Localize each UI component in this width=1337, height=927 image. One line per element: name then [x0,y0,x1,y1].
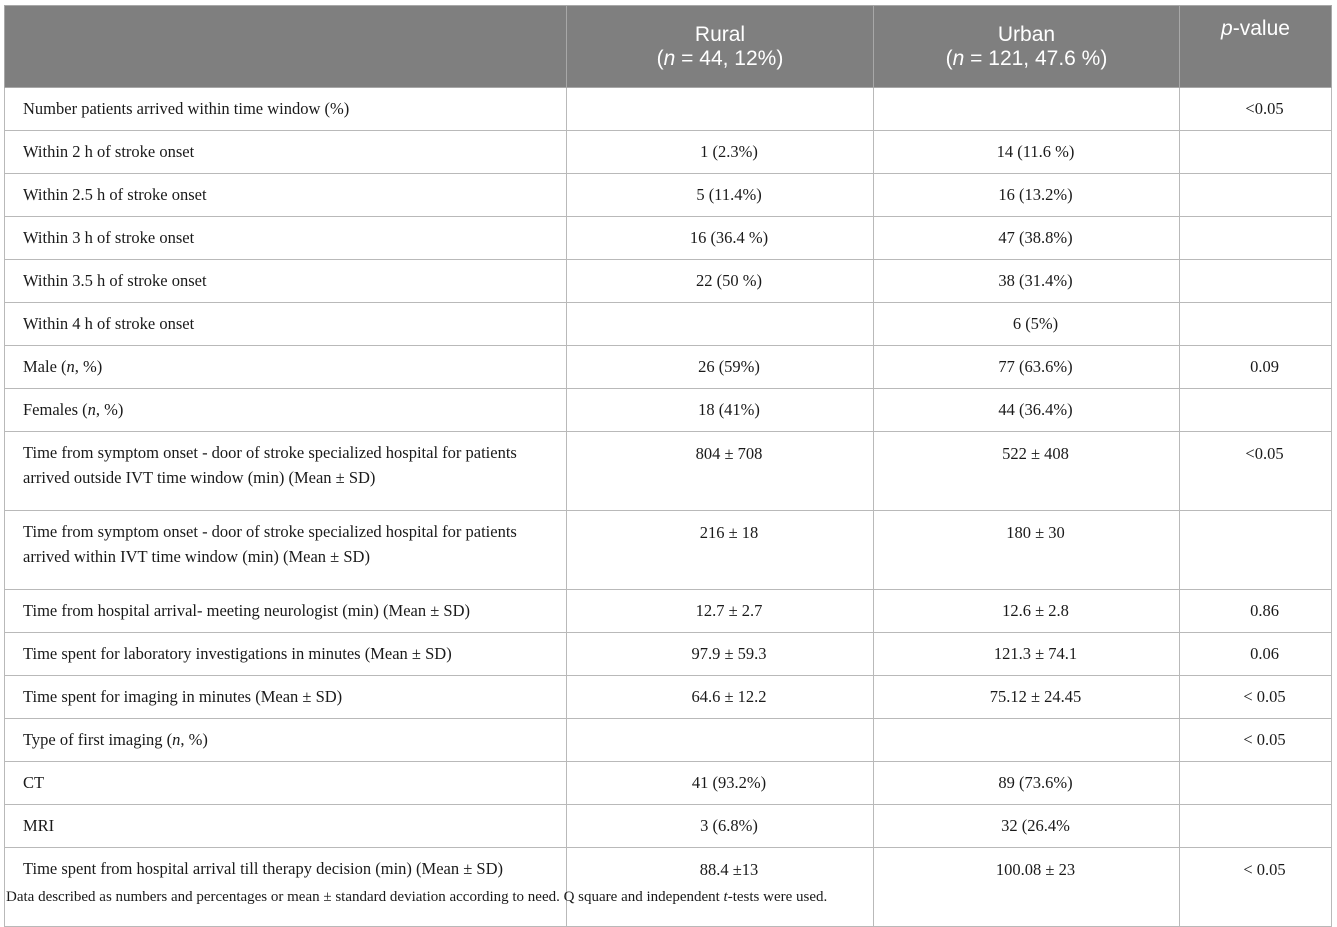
row-label: Within 2.5 h of stroke onset [5,174,567,217]
row-label: Time spent for laboratory investigations in minutes (Mean ± SD) [5,633,567,676]
urban-value: 14 (11.6 %) [874,131,1180,174]
p-value [1180,511,1332,590]
rural-value: 3 (6.8%) [567,805,874,848]
header-pvalue [1180,6,1332,88]
table-row [5,346,1332,389]
urban-value: 38 (31.4%) [874,260,1180,303]
rural-value: 97.9 ± 59.3 [567,633,874,676]
urban-value: 100.08 ± 23 [874,848,1180,927]
row-label: Within 3 h of stroke onset [5,217,567,260]
p-value [1180,260,1332,303]
urban-value [874,88,1180,131]
urban-value: 89 (73.6%) [874,762,1180,805]
row-label-text: Type of first imaging ( [23,730,173,749]
row-label-suffix: , %) [74,357,103,376]
p-value: < 0.05 [1180,719,1332,762]
p-value: <0.05 [1180,432,1332,511]
p-value: < 0.05 [1180,848,1332,927]
header-urban: Urban (n = 121, 47.6 %) [874,6,1180,88]
table-row [5,131,1332,174]
urban-value: 77 (63.6%) [874,346,1180,389]
row-label-text: Male ( [23,357,67,376]
row-label-text: Females ( [23,400,88,419]
rural-value: 216 ± 18 [567,511,874,590]
row-label: Within 4 h of stroke onset [5,303,567,346]
rural-value [567,88,874,131]
urban-value: 75.12 ± 24.45 [874,676,1180,719]
urban-value: 16 (13.2%) [874,174,1180,217]
row-label: Time from hospital arrival- meeting neurologist (min) (Mean ± SD) [5,590,567,633]
rural-value: 26 (59%) [567,346,874,389]
rural-value: 5 (11.4%) [567,174,874,217]
header-row [5,6,1332,88]
table-row [5,88,1332,131]
rural-value [567,719,874,762]
header-rural-n: n [663,46,676,70]
row-label-n: n [87,400,96,419]
table-row [5,260,1332,303]
table-row [5,303,1332,346]
rural-value: 804 ± 708 [567,432,874,511]
header-rural: Rural (n = 44, 12%) [567,6,874,88]
row-label: Within 2 h of stroke onset [5,131,567,174]
header-urban-count: = 121, 47.6 %) [964,46,1108,70]
row-label: Time spent for imaging in minutes (Mean ± SD) [5,676,567,719]
rural-value [567,303,874,346]
row-label [5,719,567,762]
footnote-text: Data described as numbers and percentages or mean ± standard deviation according to need. Q square and independent [6,889,724,905]
footnote-suffix: -tests were used. [727,889,828,905]
header-rural-count: = 44, 12%) [675,46,784,70]
row-label [5,346,567,389]
p-value: 0.86 [1180,590,1332,633]
header-urban-n: n [952,46,965,70]
results-table [4,5,1332,927]
urban-value: 47 (38.8%) [874,217,1180,260]
table-row [5,217,1332,260]
table-row [5,174,1332,217]
urban-value: 180 ± 30 [874,511,1180,590]
table-row [5,676,1332,719]
row-label-n: n [172,730,181,749]
p-value [1180,174,1332,217]
p-value [1180,131,1332,174]
footnote-t: t [723,889,728,905]
row-label: CT [5,762,567,805]
row-label: Time from symptom onset - door of stroke specialized hospital for patients arrived outside IVT time window (min) (Mean ± SD) [5,432,567,511]
header-pvalue-rest: -value [1232,17,1290,40]
row-label [5,389,567,432]
table-row [5,719,1332,762]
rural-value: 18 (41%) [567,389,874,432]
row-label: Time spent from hospital arrival till therapy decision (min) (Mean ± SD) [5,848,567,927]
table-row [5,432,1332,511]
urban-value: 6 (5%) [874,303,1180,346]
p-value [1180,217,1332,260]
p-value [1180,389,1332,432]
header-rural-name: Rural [694,22,746,46]
urban-value: 522 ± 408 [874,432,1180,511]
row-label-suffix: , %) [95,400,124,419]
row-label-n: n [66,357,75,376]
table-row [5,848,1332,927]
rural-value: 1 (2.3%) [567,131,874,174]
header-urban-name: Urban [997,22,1056,46]
table-row [5,633,1332,676]
row-label: MRI [5,805,567,848]
rural-value: 88.4 ±13 [567,848,874,927]
table-row [5,762,1332,805]
rural-value: 41 (93.2%) [567,762,874,805]
rural-value: 22 (50 %) [567,260,874,303]
urban-value [874,719,1180,762]
table-footnote [6,889,827,906]
urban-value: 12.6 ± 2.8 [874,590,1180,633]
table-row [5,590,1332,633]
urban-value: 121.3 ± 74.1 [874,633,1180,676]
p-value: 0.09 [1180,346,1332,389]
rural-value: 64.6 ± 12.2 [567,676,874,719]
table-row [5,805,1332,848]
p-value [1180,303,1332,346]
results-table-container [4,5,1331,927]
table-row [5,511,1332,590]
table-row [5,389,1332,432]
p-value: 0.06 [1180,633,1332,676]
row-label-suffix: , %) [180,730,208,749]
header-variable [5,6,567,88]
urban-value: 32 (26.4% [874,805,1180,848]
p-value: <0.05 [1180,88,1332,131]
p-value: < 0.05 [1180,676,1332,719]
p-value [1180,805,1332,848]
row-label: Number patients arrived within time window (%) [5,88,567,131]
row-label: Within 3.5 h of stroke onset [5,260,567,303]
rural-value: 12.7 ± 2.7 [567,590,874,633]
urban-value: 44 (36.4%) [874,389,1180,432]
header-pvalue-p: p [1221,17,1233,40]
row-label: Time from symptom onset - door of stroke specialized hospital for patients arrived within IVT time window (min) (Mean ± SD) [5,511,567,590]
rural-value: 16 (36.4 %) [567,217,874,260]
p-value [1180,762,1332,805]
